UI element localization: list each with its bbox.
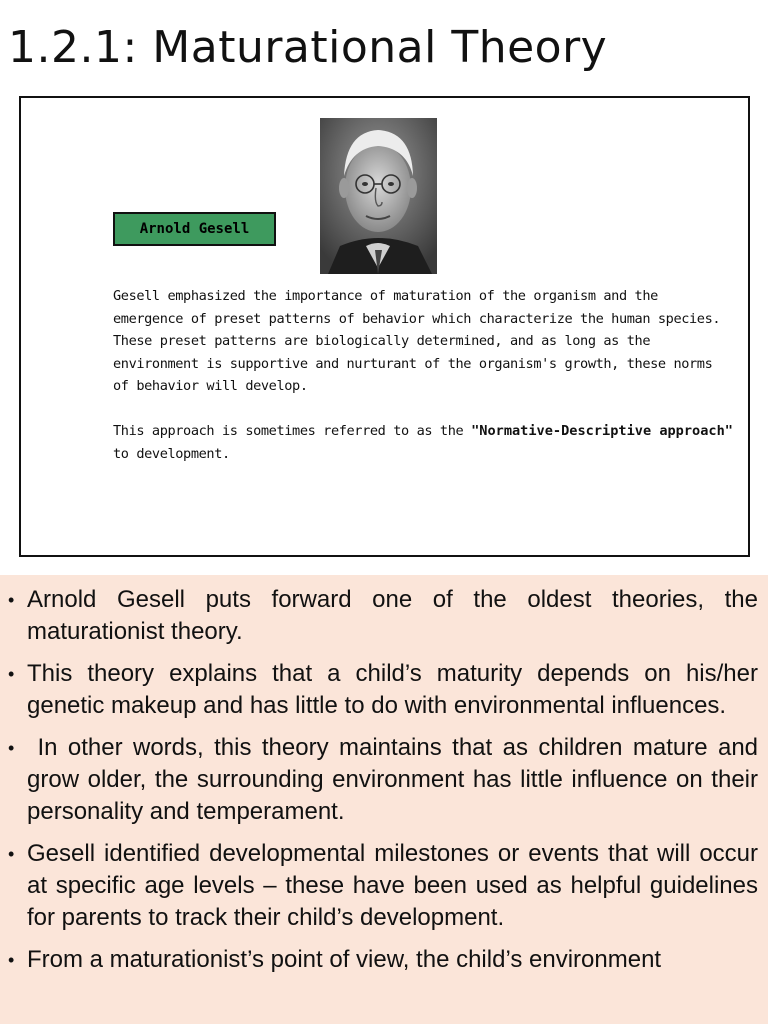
bullet-icon: • (8, 844, 15, 864)
figure-paragraph-2-tail: to development. (113, 445, 230, 462)
list-item (0, 838, 768, 934)
figure-box (19, 96, 750, 557)
bullet-text: Arnold Gesell puts forward one of the oldest theories, the maturationist theory. (27, 586, 758, 645)
list-item (0, 944, 768, 976)
slide-title: 1.2.1: Maturational Theory (8, 22, 608, 73)
bullet-list (0, 575, 768, 976)
figure-paragraph-1: Gesell emphasized the importance of maturation of the organism and the emergence of preset patterns of behavior which characterize the human species. These preset patterns are biologically determined, and as long as the environment is supportive and nurturant of the organism's growth, these norms of behavior will develop. (113, 288, 721, 394)
name-tag-label: Arnold Gesell (113, 212, 276, 246)
portrait-photo (320, 118, 437, 274)
bullet-text: This theory explains that a child’s maturity depends on his/her genetic makeup and has little to do with environmental influences. (27, 660, 758, 719)
bullet-text: From a maturationist’s point of view, the child’s environment (27, 946, 662, 973)
normative-descriptive-term: "Normative-Descriptive approach" (471, 423, 733, 439)
bullet-text: In other words, this theory maintains that as children mature and grow older, the surrounding environment has little influence on their personality and temperament. (27, 734, 765, 825)
bullet-icon: • (8, 664, 15, 684)
bullet-icon: • (8, 950, 15, 970)
list-item (0, 732, 768, 828)
figure-paragraph-2 (113, 420, 733, 465)
list-item (0, 658, 768, 722)
figure-paragraph-2-lead: This approach is sometimes referred to as the (113, 423, 472, 439)
notes-panel (0, 575, 768, 1024)
bullet-icon: • (8, 590, 15, 610)
bullet-text: Gesell identified developmental milestones or events that will occur at specific age levels – these have been used as helpful guidelines for parents to track their child’s development. (27, 840, 758, 931)
list-item (0, 584, 768, 648)
bullet-icon: • (8, 738, 15, 758)
